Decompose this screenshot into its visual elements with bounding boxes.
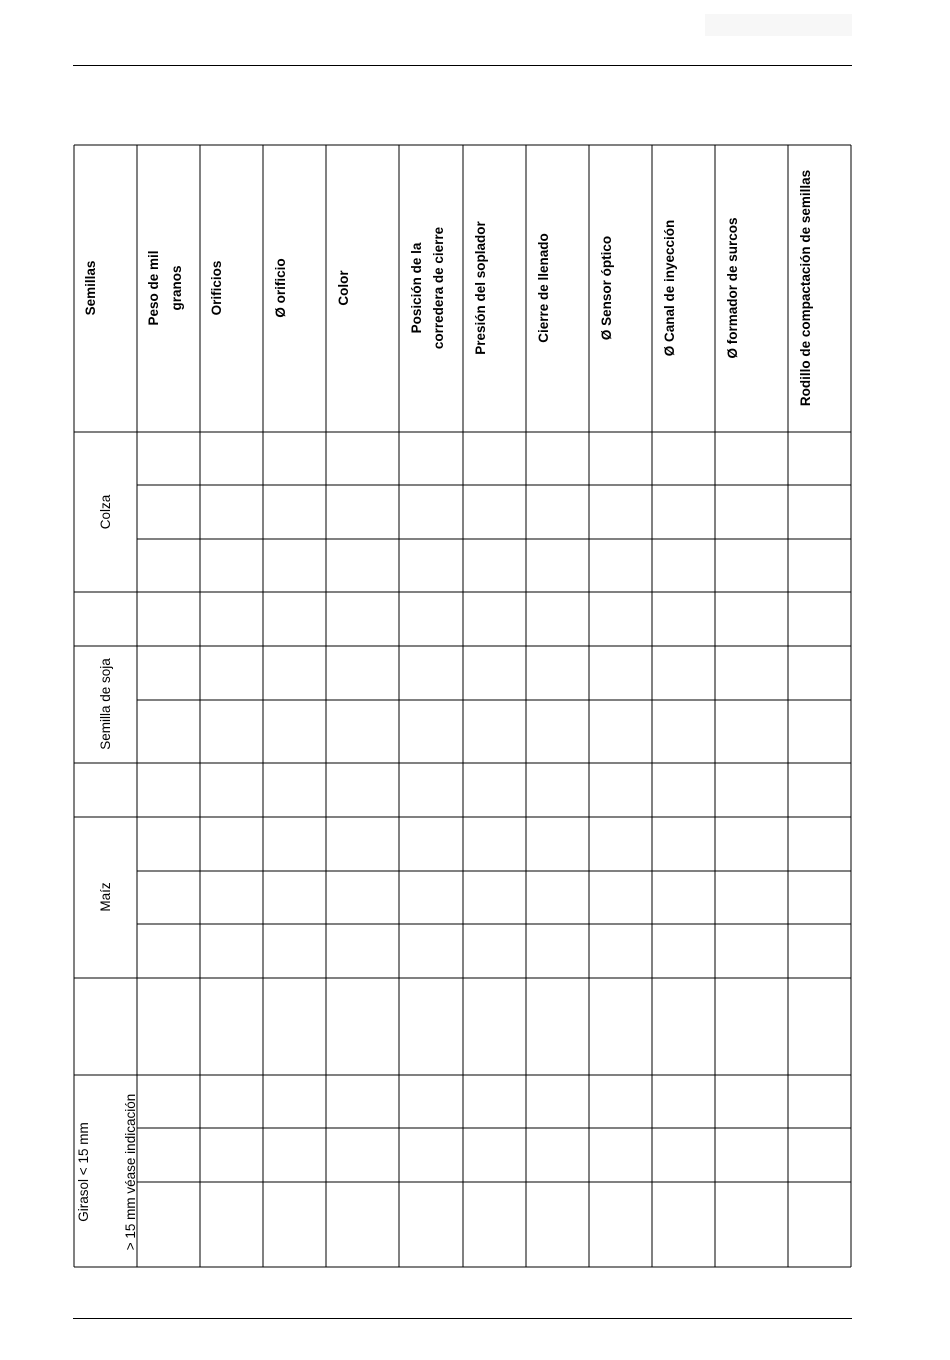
- header-posicion-line2: corredera de cierre: [431, 226, 446, 350]
- header-canal: Ø Canal de inyección: [662, 219, 677, 357]
- seed-girasol-line1: Girasol < 15 mm: [76, 1122, 91, 1222]
- header-peso-line1: Peso de mil: [146, 250, 161, 326]
- header-orificios: Orificios: [209, 260, 224, 316]
- header-formador: Ø formador de surcos: [725, 217, 740, 359]
- header-peso-line2: granos: [169, 265, 184, 311]
- seed-girasol-line2: > 15 mm véase indicación: [123, 1093, 138, 1251]
- header-presion: Presión del soplador: [473, 221, 488, 355]
- header-cierre: Cierre de llenado: [536, 233, 551, 343]
- header-color: Color: [336, 270, 351, 306]
- seed-soja: Semilla de soja: [98, 658, 113, 750]
- header-rodillo: Rodillo de compactación de semillas: [798, 169, 813, 407]
- header-semillas: Semillas: [83, 260, 98, 316]
- header-diam-orificio: Ø orificio: [273, 258, 288, 318]
- header-posicion-line1: Posición de la: [409, 242, 424, 334]
- bottom-rule: [73, 1318, 852, 1319]
- header-sensor: Ø Sensor óptico: [599, 235, 614, 341]
- seed-maiz: Maíz: [98, 882, 113, 912]
- seed-colza: Colza: [98, 494, 113, 530]
